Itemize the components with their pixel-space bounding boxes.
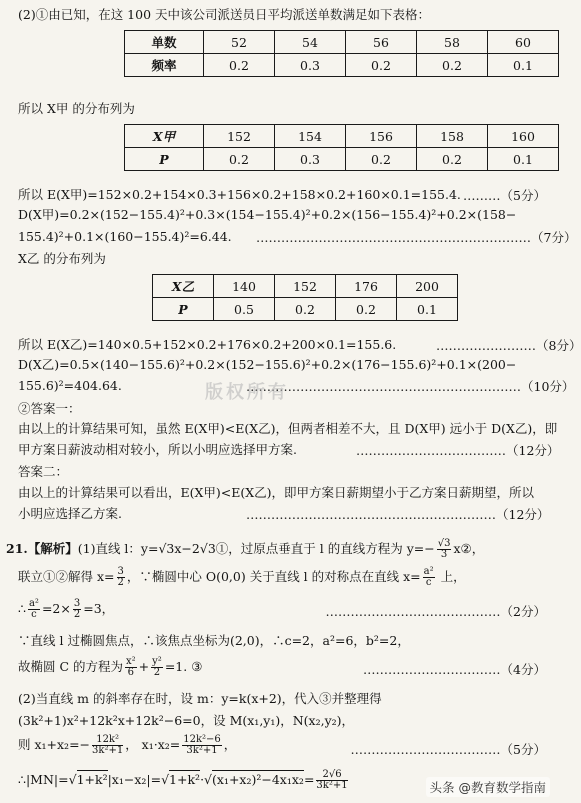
table-cell: 54 xyxy=(275,31,346,54)
table-cell: 154 xyxy=(275,125,346,148)
table-cell: 0.3 xyxy=(275,54,346,77)
table-cell: 152 xyxy=(275,275,336,298)
fraction xyxy=(151,657,163,678)
distribution-table-jia xyxy=(124,124,559,171)
table-cell: 0.1 xyxy=(488,54,559,77)
q21-line4: ∵直线 l 过椭圆焦点，∴该焦点坐标为(2,0)，∴c=2，a²=6，b²=2， xyxy=(18,633,410,648)
table-cell: 0.2 xyxy=(346,148,417,171)
score-10: …………………………………………………………（10分） xyxy=(246,379,575,394)
fraction-den: 3 xyxy=(440,549,448,560)
table-cell: 156 xyxy=(346,125,417,148)
table-row xyxy=(153,298,458,321)
q21-line9: ∴|MN|=√1+k²|x₁−x₂|=√1+k²·√(x₁+x₂)²−4x₁x₂= $\frac{2√6}{\text{3k²+1}}$ xyxy=(18,769,348,791)
score-12a: ………………………………（12分） xyxy=(356,443,560,458)
q21-line8-tail: ， xyxy=(223,737,237,752)
table-cell: 0.2 xyxy=(275,298,336,321)
score-12b: ……………………………………………………（12分） xyxy=(246,507,550,522)
fraction-den: 3k²+1 xyxy=(316,780,348,791)
fraction xyxy=(117,567,125,588)
q21-line8-pre: 则 x₁+x₂=− xyxy=(18,737,91,752)
score-7: …………………………………………………………（7分） xyxy=(256,230,577,245)
fraction-den: 3k²+1 xyxy=(186,745,218,756)
fraction xyxy=(28,599,40,620)
table-cell: 140 xyxy=(214,275,275,298)
part2-intro: (2)①由已知，在这 100 天中该公司派送员日平均派送单数满足如下表格： xyxy=(18,7,431,22)
fraction-num: x² xyxy=(126,656,136,667)
q21-line3-mid: =2× xyxy=(41,601,71,616)
score-2: ……………………………………（2分） xyxy=(325,604,546,619)
table-cell: 200 xyxy=(397,275,458,298)
table-cell: 60 xyxy=(488,31,559,54)
table-cell: 0.2 xyxy=(336,298,397,321)
fraction xyxy=(316,770,347,791)
dx-jia-line-2: 155.4)²+0.1×(160−155.4)²=6.44. xyxy=(18,229,232,244)
answer2-title: 答案二： xyxy=(18,464,69,479)
table-cell: 0.3 xyxy=(275,148,346,171)
sqrt-term: 1+k² xyxy=(76,772,108,787)
frequency-table xyxy=(124,30,559,77)
q21-line3 xyxy=(18,598,114,620)
fraction-num: √3 xyxy=(437,538,451,549)
fraction-den: 2 xyxy=(153,667,161,678)
table-row xyxy=(125,31,559,54)
fraction xyxy=(437,539,452,560)
fraction-den: 3k²+1 xyxy=(92,745,124,756)
dist-yi-label: X乙 的分布列为 xyxy=(18,251,106,266)
q21-line5 xyxy=(18,656,202,678)
table-cell: 0.5 xyxy=(214,298,275,321)
plus-sign: + xyxy=(138,659,150,674)
dot-sign: · xyxy=(200,772,205,787)
table-cell: 158 xyxy=(417,125,488,148)
distribution-table-yi xyxy=(152,274,458,321)
fraction xyxy=(125,657,137,678)
center-watermark: 版权所有 xyxy=(205,382,289,403)
table-cell: 0.1 xyxy=(488,148,559,171)
table-cell: 频率 xyxy=(125,54,204,77)
fraction-num: 12k²−6 xyxy=(183,734,221,745)
q21-line5-pre: 故椭圆 C 的方程为 xyxy=(18,659,124,674)
table-cell: 0.1 xyxy=(397,298,458,321)
ex-jia-line: 所以 E(X甲)=152×0.2+154×0.3+156×0.2+158×0.2+160×0.1=155.4. xyxy=(18,187,461,202)
ex-yi-line: 所以 E(X乙)=140×0.5+152×0.2+176×0.2+200×0.1=155.6. xyxy=(18,337,397,352)
fraction-num: a² xyxy=(423,566,434,577)
q21-label: 21.【解析】 xyxy=(6,541,78,556)
footer-watermark: 头条 @教育数学指南 xyxy=(426,777,550,797)
q21-line2-tail: 上， xyxy=(436,569,466,584)
score-4: ……………………………（4分） xyxy=(363,662,546,677)
score-5a: ………（5分） xyxy=(463,188,546,203)
table-row xyxy=(153,275,458,298)
table-cell: 176 xyxy=(336,275,397,298)
fraction xyxy=(423,567,435,588)
fraction-num: 12k² xyxy=(92,735,123,746)
q21-line1 xyxy=(6,538,484,560)
answer2-text-1: 由以上的计算结果可以看出，E(X甲)<E(X乙)，即甲方案日薪期望小于乙方案日薪期望，所以 xyxy=(18,485,535,500)
q21-line8-mid: ， x₁·x₂= xyxy=(125,737,181,752)
q21-line1-text: (1)直线 l：y=√3x−2√3①，过原点垂直于 l 的直线方程为 y=− xyxy=(77,541,435,556)
fraction-num: a² xyxy=(28,598,39,609)
q21-line3-pre: ∴ xyxy=(18,601,26,616)
table-cell: X甲 xyxy=(125,125,204,148)
q21-line2-text: 联立①②解得 x= xyxy=(18,569,115,584)
sqrt-term: (x₁+x₂)²−4x₁x₂ xyxy=(212,772,304,787)
q21-line9-mid: |x₁−x₂|= xyxy=(107,772,162,787)
score-5b: ………………………………（5分） xyxy=(350,742,546,757)
table-cell: 56 xyxy=(346,31,417,54)
fraction xyxy=(182,735,222,756)
table-cell: 0.2 xyxy=(346,54,417,77)
fraction-num: 2√6 xyxy=(316,770,347,781)
answer1-text-2: 甲方案日薪波动相对较小，所以小明应选择甲方案. xyxy=(18,442,297,457)
fraction xyxy=(92,735,123,756)
q21-line6: (2)当直线 m 的斜率存在时，设 m：y=k(x+2)，代入③并整理得 xyxy=(18,691,382,706)
score-8: ……………………（8分） xyxy=(436,338,581,353)
dist-jia-label: 所以 X甲 的分布列为 xyxy=(18,101,135,116)
table-cell: 160 xyxy=(488,125,559,148)
q21-line7: (3k²+1)x²+12k²x+12k²−6=0，设 M(x₁,y₁)，N(x₂,y₂)， xyxy=(18,713,355,728)
table-row xyxy=(125,148,559,171)
dx-yi-line-1: D(X乙)=0.5×(140−155.6)²+0.2×(152−155.6)²+0.2×(176−155.6)²+0.1×(200− xyxy=(18,357,517,372)
dx-yi-line-2: 155.6)²=404.64. xyxy=(18,378,122,393)
q21-line3-tail: =3， xyxy=(83,601,115,616)
q21-line2 xyxy=(18,566,466,588)
table-cell: 0.2 xyxy=(204,54,275,77)
table-cell: 0.2 xyxy=(417,148,488,171)
fraction-den: 2 xyxy=(73,609,81,620)
table-cell: 58 xyxy=(417,31,488,54)
answer1-text-1: 由以上的计算结果可知，虽然 E(X甲)<E(X乙)，但两者相差不大，且 D(X甲) 远小于 D(X乙)，即 xyxy=(18,421,558,436)
dx-jia-line-1: D(X甲)=0.2×(152−155.4)²+0.3×(154−155.4)²+0.2×(156−155.4)²+0.2×(158− xyxy=(18,207,517,222)
equals-sign: = xyxy=(303,772,315,787)
fraction-num: 3 xyxy=(73,598,81,609)
table-cell: 0.2 xyxy=(417,54,488,77)
answer2-text-2: 小明应选择乙方案. xyxy=(18,506,122,521)
table-cell: X乙 xyxy=(153,275,214,298)
table-cell: 0.2 xyxy=(204,148,275,171)
sqrt-term: 1+k² xyxy=(169,772,201,787)
fraction-den: c xyxy=(31,609,37,620)
fraction-num: y² xyxy=(152,656,162,667)
answer1-title: ②答案一： xyxy=(18,401,81,416)
table-row xyxy=(125,54,559,77)
table-cell: 152 xyxy=(204,125,275,148)
table-cell: P xyxy=(125,148,204,171)
q21-line9-pre: ∴|MN|= xyxy=(18,772,69,787)
fraction-den: 2 xyxy=(117,577,124,588)
table-cell: P xyxy=(153,298,214,321)
fraction-num: 3 xyxy=(117,566,124,577)
table-row xyxy=(125,125,559,148)
table-cell: 52 xyxy=(204,31,275,54)
q21-line5-tail: =1. ③ xyxy=(164,659,203,674)
table-cell: 单数 xyxy=(125,31,204,54)
fraction xyxy=(73,599,81,620)
q21-line2-mid: ，∵椭圆中心 O(0,0) 关于直线 l 的对称点在直线 x= xyxy=(126,569,421,584)
fraction-den: c xyxy=(425,577,432,588)
fraction-den: 6 xyxy=(127,667,135,678)
q21-line8 xyxy=(18,734,236,756)
q21-line1-tail: x②， xyxy=(453,541,485,556)
